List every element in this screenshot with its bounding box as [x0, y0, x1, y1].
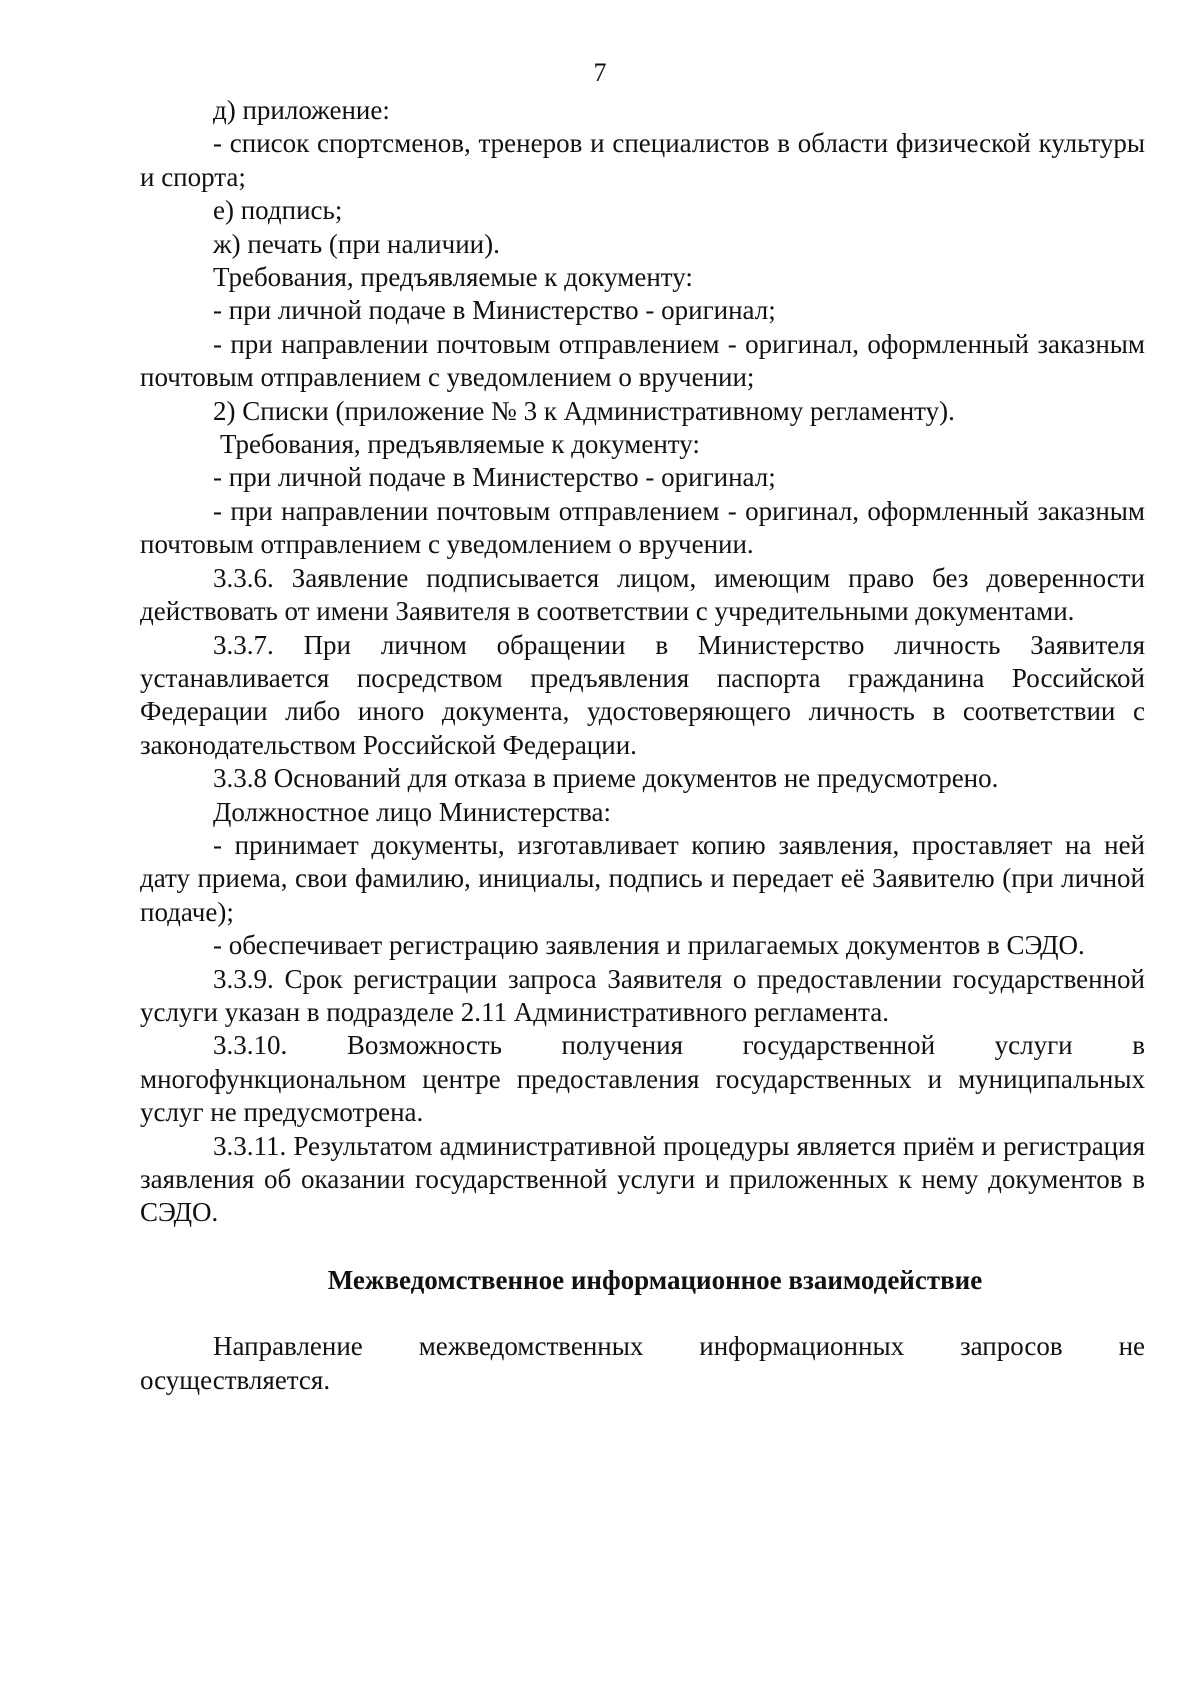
paragraph-attachment: д) приложение: [213, 95, 390, 125]
paragraph-postal-submission-1: - при направлении почтовым отправлением - оригинал, оформленный заказным почтовым отправлением с уведомлением о вручении; [140, 328, 1145, 393]
document-body [140, 94, 1145, 1397]
paragraph-3-3-8: 3.3.8 Оснований для отказа в приеме документов не предусмотрено. [213, 763, 999, 794]
paragraph-seal: ж) печать (при наличии). [213, 228, 500, 259]
paragraph-list-athletes: - список спортсменов, тренеров и специалистов в области физической культуры и спорта; [140, 128, 1145, 192]
paragraph-3-3-9: 3.3.9. Срок регистрации запроса Заявителя о предоставлении государственной услуги указан в подразделе 2.11 Административного регламента. [140, 963, 1145, 1027]
paragraph-interagency-requests: Направление межведомственных информационных запросов не осуществляется. [140, 1331, 1145, 1395]
paragraph-postal-submission-2: - при направлении почтовым отправлением - оригинал, оформленный заказным почтовым отправлением с уведомлением о вручении. [140, 495, 1145, 560]
paragraph-requirements-2: Требования, предъявляемые к документу: [220, 429, 700, 460]
paragraph-registration-sedo: - обеспечивает регистрацию заявления и прилагаемых документов в СЭДО. [213, 930, 1085, 961]
section-heading: Межведомственное информационное взаимодействие [327, 1264, 983, 1295]
paragraph-accepts-documents: - принимает документы, изготавливает копию заявления, проставляет на ней дату приема, свои фамилию, инициалы, подпись и передает её Заявителю (при личной подаче); [140, 829, 1145, 927]
paragraph-requirements-1: Требования, предъявляемые к документу: [213, 262, 693, 293]
paragraph-3-3-11: 3.3.11. Результатом административной процедуры является приём и регистрация заявления об оказании государственной услуги и приложенных к нему документов в СЭДО. [140, 1130, 1145, 1228]
paragraph-official: Должностное лицо Министерства: [213, 796, 612, 827]
page-number: 7 [593, 58, 607, 87]
paragraph-3-3-7: 3.3.7. При личном обращении в Министерство личность Заявителя устанавливается посредством предъявления паспорта гражданина Российской Федерации либо иного документа, удостоверяющего личность в соответствии с законодательством Российской Федерации. [140, 629, 1145, 760]
paragraph-personal-submission-2: - при личной подаче в Министерство - оригинал; [213, 462, 776, 493]
paragraph-signature: е) подпись; [213, 195, 343, 226]
paragraph-3-3-6: 3.3.6. Заявление подписывается лицом, имеющим право без доверенности действовать от имени Заявителя в соответствии с учредительными документами. [140, 562, 1145, 627]
paragraph-lists-appendix: 2) Списки (приложение № 3 к Административному регламенту). [213, 395, 955, 426]
paragraph-3-3-10: 3.3.10. Возможность получения государственной услуги в многофункциональном центре предоставления государственных и муниципальных услуг не предусмотрена. [140, 1030, 1145, 1128]
paragraph-personal-submission-1: - при личной подаче в Министерство - оригинал; [213, 295, 776, 326]
